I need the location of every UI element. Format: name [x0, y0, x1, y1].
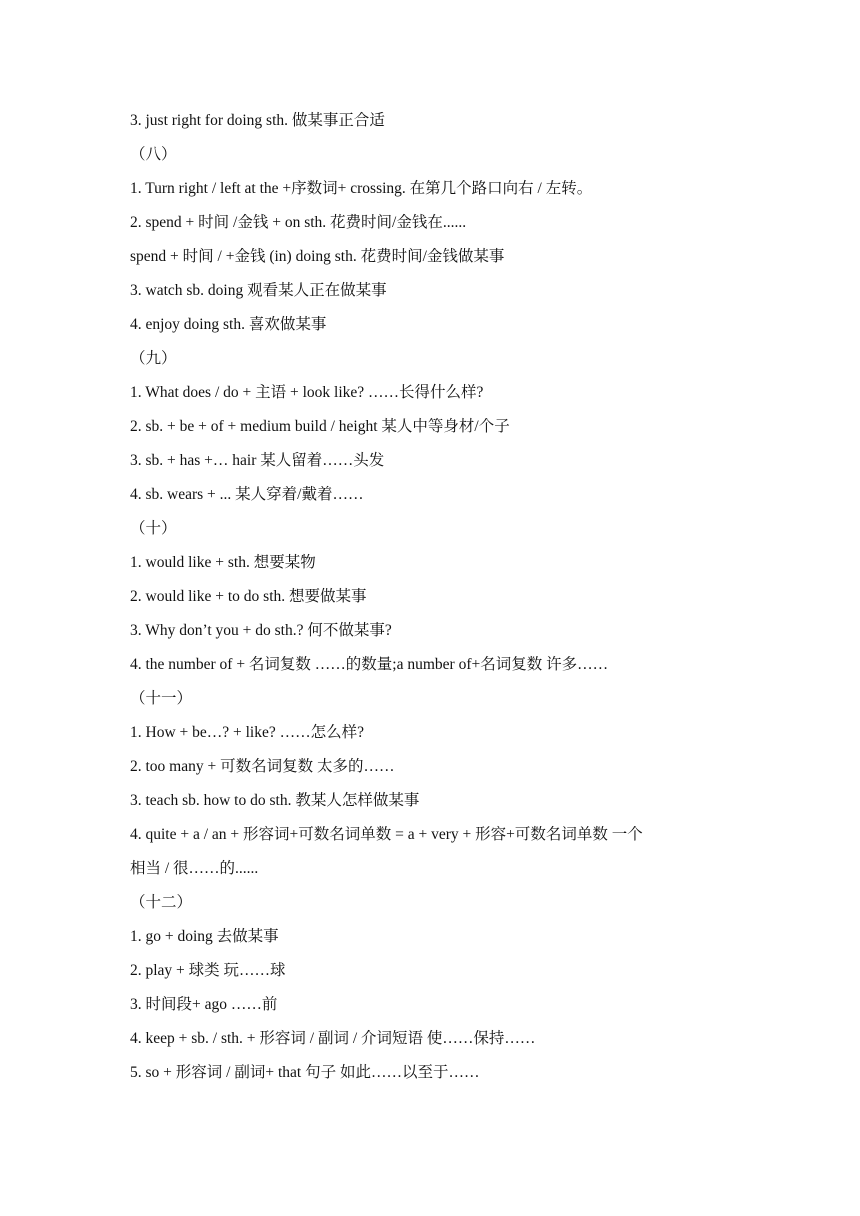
section-heading: （十二） — [130, 894, 193, 911]
document-body — [130, 108, 750, 1094]
list-item: 4. sb. wears + ... 某人穿着/戴着…… — [130, 486, 364, 503]
list-item: 4. quite + a / an + 形容词+可数名词单数 = a + very + 形容+可数名词单数 一个 — [130, 826, 643, 843]
section-heading: （九） — [130, 350, 177, 367]
list-item: 4. enjoy doing sth. 喜欢做某事 — [130, 316, 327, 333]
list-item: 5. so + 形容词 / 副词+ that 句子 如此……以至于…… — [130, 1064, 480, 1081]
list-item: 4. keep + sb. / sth. + 形容词 / 副词 / 介词短语 使……保持…… — [130, 1030, 536, 1047]
list-item: 1. What does / do + 主语 + look like? ……长得什么样? — [130, 384, 484, 401]
list-item: 2. sb. + be + of + medium build / height 某人中等身材/个子 — [130, 418, 510, 435]
section-heading: （八） — [130, 146, 177, 163]
list-item: 2. spend + 时间 /金钱 + on sth. 花费时间/金钱在...... — [130, 214, 467, 231]
list-item: 2. would like + to do sth. 想要做某事 — [130, 588, 367, 605]
list-item: 3. teach sb. how to do sth. 教某人怎样做某事 — [130, 792, 420, 809]
list-item: 3. watch sb. doing 观看某人正在做某事 — [130, 282, 387, 299]
list-item: 1. Turn right / left at the +序数词+ crossing. 在第几个路口向右 / 左转。 — [130, 180, 593, 197]
list-item: 4. the number of + 名词复数 ……的数量;a number of+名词复数 许多…… — [130, 656, 609, 673]
list-item-continuation: 相当 / 很……的...... — [130, 860, 259, 877]
list-item: 3. sb. + has +… hair 某人留着……头发 — [130, 452, 385, 469]
list-item: 3. Why don’t you + do sth.? 何不做某事? — [130, 622, 392, 639]
section-heading: （十） — [130, 520, 177, 537]
list-item: 1. go + doing 去做某事 — [130, 928, 279, 945]
list-item: 3. 时间段+ ago ……前 — [130, 996, 278, 1013]
list-item: 3. just right for doing sth. 做某事正合适 — [130, 112, 385, 129]
list-item: 1. would like + sth. 想要某物 — [130, 554, 316, 571]
list-item: spend + 时间 / +金钱 (in) doing sth. 花费时间/金钱做某事 — [130, 248, 505, 265]
list-item: 2. too many + 可数名词复数 太多的…… — [130, 758, 395, 775]
section-heading: （十一） — [130, 690, 193, 707]
list-item: 2. play + 球类 玩……球 — [130, 962, 286, 979]
list-item: 1. How + be…? + like? ……怎么样? — [130, 724, 365, 741]
